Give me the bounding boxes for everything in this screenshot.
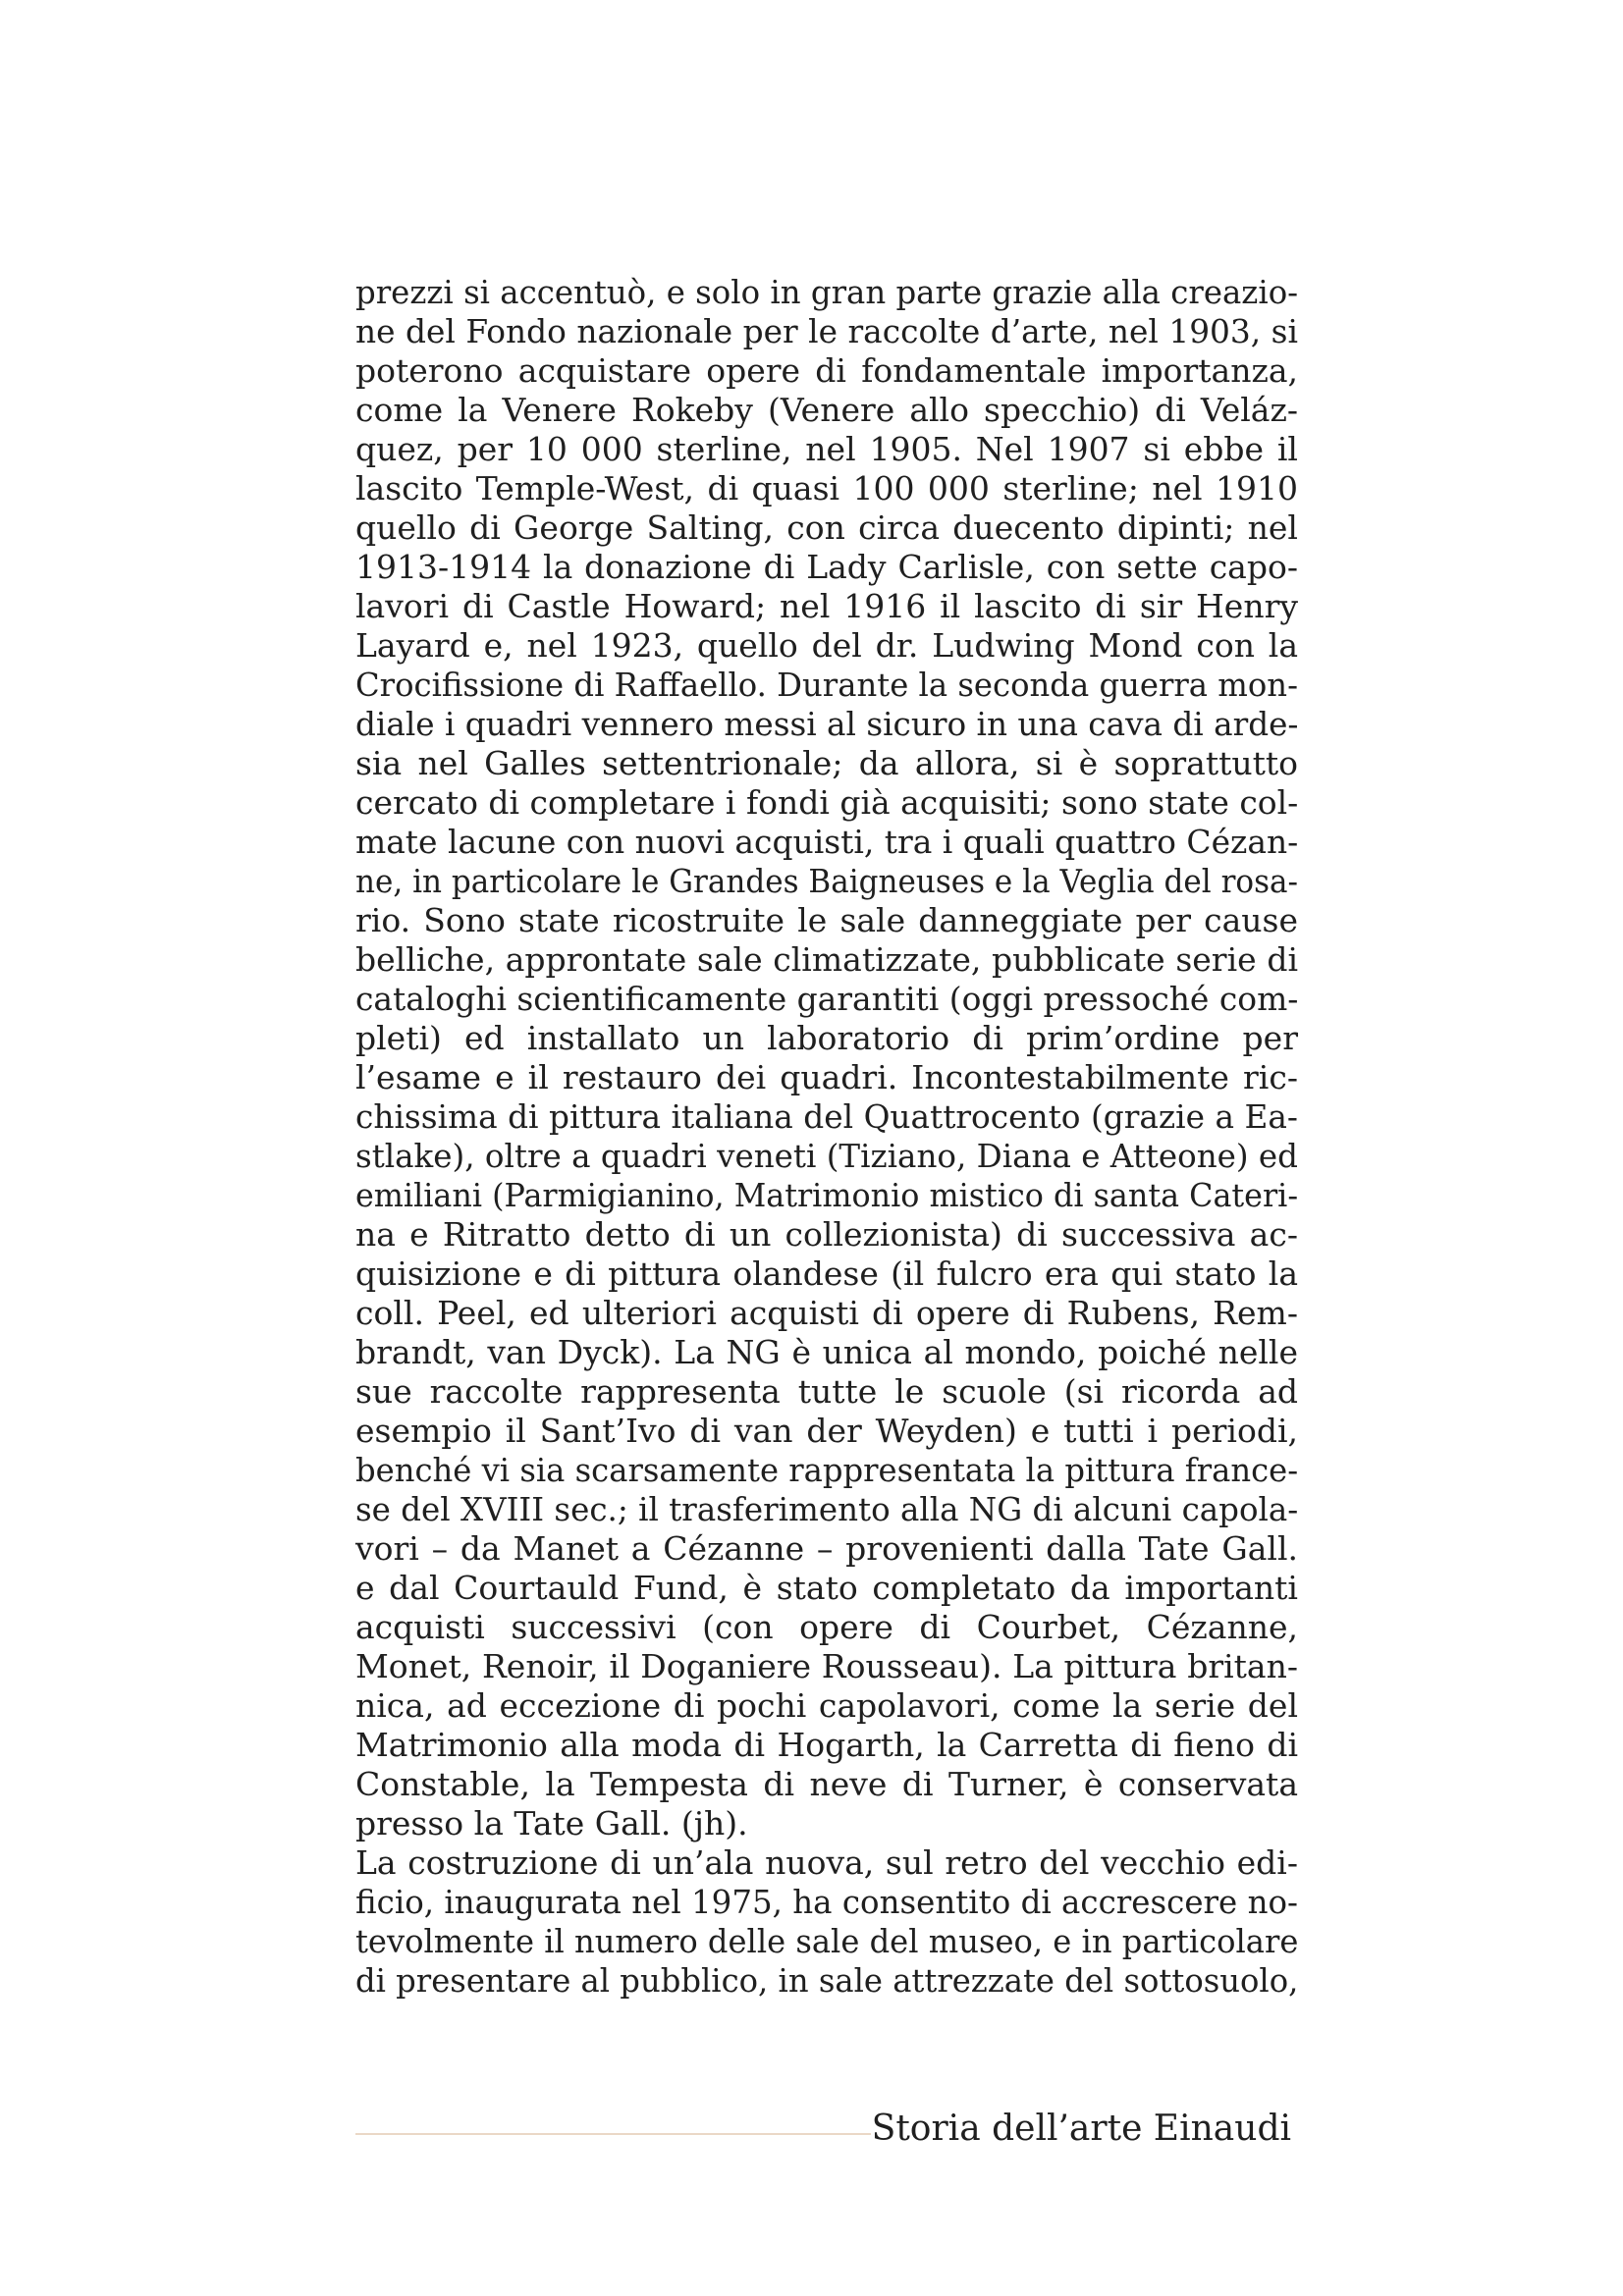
text-line: Crocifissione di Raffaello. Durante la seconda guerra mon- [355, 666, 1298, 704]
footer-rule [355, 2133, 871, 2135]
text-line: vori – da Manet a Cézanne – provenienti dalla Tate Gall. [355, 1529, 1298, 1568]
text-line: come la Venere Rokeby (Venere allo specchio) di Veláz- [355, 391, 1298, 429]
text-line: lavori di Castle Howard; nel 1916 il lascito di sir Henry [355, 587, 1298, 625]
text-line: Layard e, nel 1923, quello del dr. Ludwing Mond con la [355, 626, 1298, 665]
text-line: brandt, van Dyck). La NG è unica al mondo, poiché nelle [355, 1333, 1298, 1371]
text-line: ne, in particolare le Grandes Baigneuses e la Veglia del rosa- [355, 862, 1298, 900]
text-line: prezzi si accentuò, e solo in gran parte grazie alla creazio- [355, 273, 1299, 311]
text-line: La costruzione di un’ala nuova, sul retro del vecchio edi- [355, 1843, 1298, 1882]
body-text [355, 273, 1298, 2001]
text-line: Monet, Renoir, il Doganiere Rousseau). La pittura britan- [355, 1647, 1298, 1685]
text-line: poterono acquistare opere di fondamentale importanza, [355, 351, 1298, 390]
text-line: sue raccolte rappresenta tutte le scuole (si ricorda ad [355, 1372, 1298, 1411]
text-line: emiliani (Parmigianino, Matrimonio mistico di santa Cateri- [355, 1176, 1299, 1214]
text-line: quello di George Salting, con circa duecento dipinti; nel [355, 508, 1298, 547]
text-line: mate lacune con nuovi acquisti, tra i quali quattro Cézan- [355, 823, 1299, 861]
text-line: acquisti successivi (con opere di Courbet, Cézanne, [355, 1608, 1298, 1646]
text-line: Constable, la Tempesta di neve di Turner, è conservata [355, 1765, 1298, 1803]
text-line: se del XVIII sec.; il trasferimento alla NG di alcuni capola- [355, 1490, 1299, 1528]
text-line: na e Ritratto detto di un collezionista) di successiva ac- [355, 1215, 1298, 1254]
text-line: diale i quadri vennero messi al sicuro in una cava di arde- [355, 705, 1299, 743]
text-line: presso la Tate Gall. (jh). [355, 1804, 748, 1842]
text-line: Matrimonio alla moda di Hogarth, la Carretta di fieno di [355, 1726, 1298, 1764]
text-line: l’esame e il restauro dei quadri. Incontestabilmente ric- [355, 1058, 1298, 1096]
text-line: coll. Peel, ed ulteriori acquisti di opere di Rubens, Rem- [355, 1294, 1298, 1332]
text-line: lascito Temple-West, di quasi 100 000 sterline; nel 1910 [355, 469, 1298, 507]
text-line: sia nel Galles settentrionale; da allora, si è soprattutto [355, 744, 1298, 782]
text-line: ficio, inaugurata nel 1975, ha consentito di accrescere no- [355, 1883, 1298, 1921]
text-line: esempio il Sant’Ivo di van der Weyden) e tutti i periodi, [355, 1412, 1298, 1450]
text-line: benché vi sia scarsamente rappresentata la pittura france- [355, 1451, 1299, 1489]
text-line: di presentare al pubblico, in sale attrezzate del sottosuolo, [355, 1961, 1299, 2000]
text-line: nica, ad eccezione di pochi capolavori, come la serie del [355, 1686, 1298, 1725]
text-line: belliche, approntate sale climatizzate, pubblicate serie di [355, 940, 1298, 979]
text-line: quez, per 10 000 sterline, nel 1905. Nel 1907 si ebbe il [355, 430, 1298, 468]
text-line: tevolmente il numero delle sale del museo, e in particolare [355, 1922, 1299, 1960]
text-line: stlake), oltre a quadri veneti (Tiziano, Diana e Atteone) ed [355, 1137, 1298, 1175]
text-line: e dal Courtauld Fund, è stato completato da importanti [355, 1569, 1298, 1607]
text-line: cataloghi scientificamente garantiti (oggi pressoché com- [355, 980, 1299, 1018]
text-line: chissima di pittura italiana del Quattrocento (grazie a Ea- [355, 1097, 1298, 1136]
text-line: 1913-1914 la donazione di Lady Carlisle, con sette capo- [355, 548, 1298, 586]
text-line: pleti) ed installato un laboratorio di prim’ordine per [355, 1019, 1298, 1057]
text-line: ne del Fondo nazionale per le raccolte d’arte, nel 1903, si [355, 312, 1298, 350]
text-line: rio. Sono state ricostruite le sale danneggiate per cause [355, 901, 1298, 939]
footer-title: Storia dell’arte Einaudi [871, 2109, 1291, 2149]
text-line: cercato di completare i fondi già acquisiti; sono state col- [355, 783, 1299, 822]
text-line: quisizione e di pittura olandese (il fulcro era qui stato la [355, 1255, 1298, 1293]
